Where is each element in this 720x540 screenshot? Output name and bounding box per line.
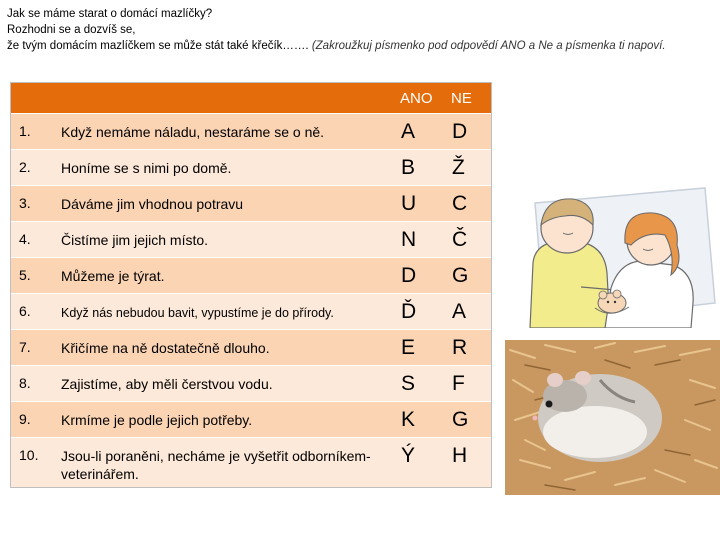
row-statement: Křičíme na ně dostatečně dlouho. bbox=[61, 340, 270, 356]
table-row bbox=[11, 221, 491, 257]
header-yes: ANO bbox=[400, 90, 433, 107]
answer-no-letter[interactable]: Č bbox=[452, 228, 468, 251]
table-header bbox=[11, 83, 491, 113]
answer-yes-letter[interactable]: K bbox=[401, 408, 416, 431]
answer-no-letter[interactable]: G bbox=[452, 408, 469, 431]
row-number: 1. bbox=[19, 123, 31, 139]
table-row bbox=[11, 437, 491, 487]
answer-no-letter[interactable]: H bbox=[452, 444, 468, 467]
row-number: 7. bbox=[19, 339, 31, 355]
table-row bbox=[11, 293, 491, 329]
table-row bbox=[11, 365, 491, 401]
answer-yes-letter[interactable]: N bbox=[401, 228, 417, 251]
answer-yes-letter[interactable]: D bbox=[401, 264, 417, 287]
row-number: 4. bbox=[19, 231, 31, 247]
quiz-table bbox=[10, 82, 492, 488]
children-with-hamster-illustration bbox=[515, 183, 720, 328]
answer-yes-letter[interactable]: S bbox=[401, 372, 416, 395]
answer-yes-letter[interactable]: U bbox=[401, 192, 417, 215]
row-statement: Čistíme jim jejich místo. bbox=[61, 232, 209, 248]
answer-no-letter[interactable]: Ž bbox=[452, 156, 465, 179]
answer-no-letter[interactable]: G bbox=[452, 264, 469, 287]
row-number: 5. bbox=[19, 267, 31, 283]
intro-line3-text: že tvým domácím mazlíčkem se může stát také křečík……. bbox=[7, 40, 312, 52]
row-number: 8. bbox=[19, 375, 31, 391]
row-number: 6. bbox=[19, 303, 31, 319]
row-statement: Když nemáme náladu, nestaráme se o ně. bbox=[61, 124, 325, 140]
answer-yes-letter[interactable]: Ď bbox=[401, 300, 417, 323]
intro-question: Jak se máme starat o domácí mazlíčky? bbox=[7, 8, 213, 20]
header-no: NE bbox=[451, 90, 472, 107]
table-row bbox=[11, 401, 491, 437]
row-statement: Jsou-li poraněni, necháme je vyšetřit odborníkem- veterinářem. bbox=[61, 448, 371, 482]
intro-instruction: (Zakroužkuj písmenko pod odpovědí ANO a Ne a písmenka ti napoví. bbox=[311, 40, 666, 52]
answer-yes-letter[interactable]: B bbox=[401, 156, 416, 179]
table-row bbox=[11, 329, 491, 365]
row-number: 3. bbox=[19, 195, 31, 211]
row-statement: Můžeme je týrat. bbox=[61, 268, 165, 284]
hamster-photo bbox=[505, 340, 720, 495]
table-row bbox=[11, 185, 491, 221]
answer-no-letter[interactable]: D bbox=[452, 120, 468, 143]
table-row bbox=[11, 257, 491, 293]
row-statement: Krmíme je podle jejich potřeby. bbox=[61, 412, 253, 428]
row-statement: Dáváme jim vhodnou potravu bbox=[61, 196, 244, 212]
answer-no-letter[interactable]: C bbox=[452, 192, 468, 215]
answer-no-letter[interactable]: R bbox=[452, 336, 468, 359]
table-row bbox=[11, 149, 491, 185]
answer-yes-letter[interactable]: Ý bbox=[401, 444, 416, 467]
row-statement: Zajistíme, aby měli čerstvou vodu. bbox=[61, 376, 273, 392]
row-number: 2. bbox=[19, 159, 31, 175]
table-row bbox=[11, 113, 491, 149]
intro-line3 bbox=[7, 38, 666, 54]
row-number: 9. bbox=[19, 411, 31, 427]
answer-no-letter[interactable]: F bbox=[452, 372, 465, 395]
intro-text bbox=[7, 6, 666, 54]
answer-yes-letter[interactable]: E bbox=[401, 336, 416, 359]
row-number: 10. bbox=[19, 447, 39, 463]
row-statement: Když nás nebudou bavit, vypustíme je do přírody. bbox=[61, 306, 334, 320]
answer-yes-letter[interactable]: A bbox=[401, 120, 416, 143]
answer-no-letter[interactable]: A bbox=[452, 300, 467, 323]
row-statement: Honíme se s nimi po domě. bbox=[61, 160, 232, 176]
intro-line2: Rozhodni se a dozvíš se, bbox=[7, 24, 136, 36]
